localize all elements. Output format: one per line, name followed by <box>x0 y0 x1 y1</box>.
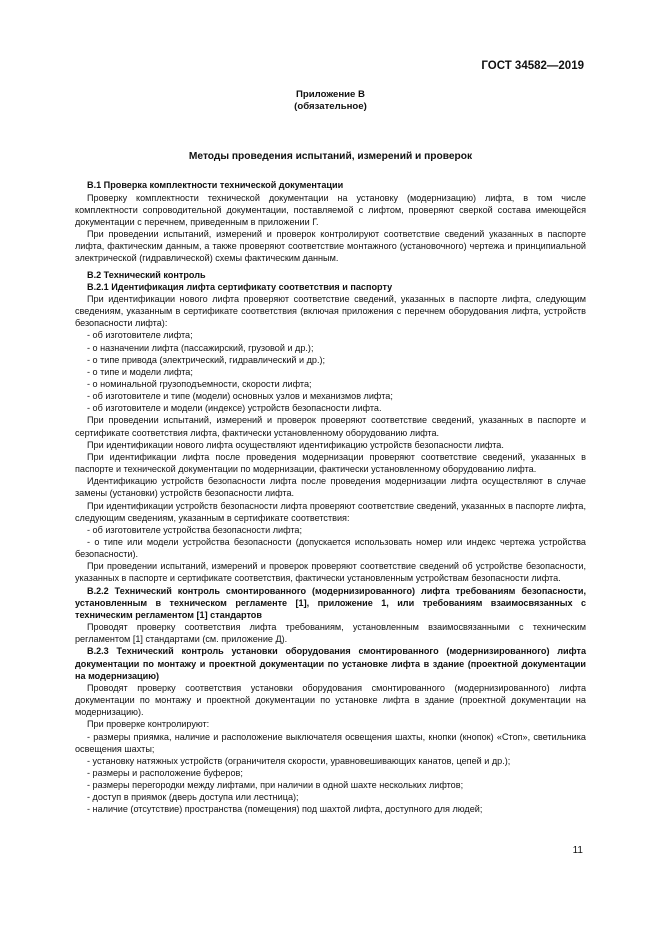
section-b21-paragraph: При идентификации нового лифта осуществляют идентификацию устройств безопасности лифта. <box>87 439 504 450</box>
section-b22-heading: В.2.2 Технический контроль смонтированного (модернизированного) лифта требованиям безопасности, установленным в техническом регламенте [1], приложение 1, или требованиям взаимосвязанных с техническим регламентом [1] стандартов <box>75 585 586 620</box>
section-b22-paragraph: Проводят проверку соответствия лифта требованиям, установленным взаимосвязанными с техническим регламентом [1] стандартами (см. приложение Д). <box>75 622 586 645</box>
list-item: - размеры приямка, наличие и расположение выключателя освещения шахты, кнопки (кнопок) «Стоп», светильника освещения шахты; <box>75 731 586 754</box>
section-b21-paragraph: При идентификации лифта после проведения модернизации проверяют соответствие сведений, указанных в паспорте и технической документации по модернизации, фактически установленному оборудованию лифта. <box>75 451 586 475</box>
annex-heading: Методы проведения испытаний, измерений и проверок <box>188 151 473 163</box>
section-b21-heading: В.2.1 Идентификация лифта сертификату соответствия и паспорту <box>87 281 393 292</box>
list-item: - об изготовителе и типе (модели) основных узлов и механизмов лифта; <box>87 391 393 402</box>
list-item: - о типе и модели лифта; <box>87 366 193 377</box>
section-b2-heading: В.2 Технический контроль <box>87 269 206 280</box>
annex-status: (обязательное) <box>294 101 367 113</box>
list-item: - установку натяжных устройств (ограничителя скорости, уравновешивающих канатов, цепей и др.); <box>87 755 511 766</box>
section-b1-paragraph: Проверку комплектности технической документации на установку (модернизацию) лифта, в том числе комплектности сопроводительной документации, поставляемой с лифтом, проверяют сверкой состава имеющейся документации с перечнем, приведенным в приложении Г. <box>75 192 586 227</box>
section-b21-paragraph: При идентификации нового лифта проверяют соответствие сведений, указанных в паспорте лифта, следующим сведениям, указанным в сертификате соответствия (включая приложения с перечнем оборудования лифта, устройств безопасности лифта): <box>75 293 586 329</box>
section-b21-paragraph: При проведении испытаний, измерений и проверок проверяют соответствие сведений, указанных в паспорте и сертификате соответствия лифта, фактически установленному оборудованию лифта. <box>75 415 586 438</box>
section-b21-paragraph: При идентификации устройств безопасности лифта проверяют соответствие сведений, указанных в паспорте лифта, следующим сведениям, указанным в сертификате соответствия: <box>75 500 586 523</box>
list-item: - об изготовителе и модели (индексе) устройств безопасности лифта. <box>87 403 382 414</box>
page-content <box>75 89 586 816</box>
page-number: 11 <box>572 845 583 856</box>
list-item: - о назначении лифта (пассажирский, грузовой и др.); <box>87 342 314 353</box>
list-item: - об изготовителе лифта; <box>87 330 193 341</box>
list-item: - о номинальной грузоподъемности, скорости лифта; <box>87 378 312 389</box>
list-item: - размеры и расположение буферов; <box>87 767 243 778</box>
section-b23-heading: В.2.3 Технический контроль установки оборудования смонтированного (модернизированного) лифта документации по монтажу и проектной документации по установке лифта в здание (проектной документации на модернизацию) <box>75 646 586 681</box>
section-b1-paragraph: При проведении испытаний, измерений и проверок контролируют соответствие сведений указанных в паспорте лифта, фактическим данным, а также проверяют соответствие монтажного (установочного) чертежа и принципиальной электрической (гидравлической) схемы фактическим данным. <box>75 229 586 264</box>
list-item: - наличие (отсутствие) пространства (помещения) под шахтой лифта, доступного для людей; <box>87 804 483 815</box>
annex-title: Приложение В <box>296 89 365 100</box>
section-b1-heading: В.1 Проверка комплектности технической документации <box>87 180 344 191</box>
list-item: - размеры перегородки между лифтами, при наличии в одной шахте нескольких лифтов; <box>87 780 464 791</box>
list-item: - об изготовителе устройства безопасности лифта; <box>87 524 303 535</box>
list-item: - о типе привода (электрический, гидравлический и др.); <box>87 354 326 365</box>
list-item: - доступ в приямок (дверь доступа или лестница); <box>87 792 299 803</box>
document-code: ГОСТ 34582—2019 <box>481 60 584 72</box>
list-item: - о типе или модели устройства безопасности (допускается использовать номер или индекс чертежа устройства безопасности). <box>75 537 586 560</box>
section-b21-paragraph: При проведении испытаний, измерений и проверок проверяют соответствие сведений об устройстве безопасности, указанных в паспорте и сертификате соответствия, фактически установленным устройствам безопасности лифта. <box>75 561 586 584</box>
section-b21-paragraph: Идентификацию устройств безопасности лифта после проведения модернизации лифта осуществляют в случае замены (установки) устройств безопасности лифта. <box>75 476 586 499</box>
section-b23-paragraph: При проверке контролируют: <box>87 719 210 730</box>
section-b23-paragraph: Проводят проверку соответствия установки оборудования смонтированного (модернизированного) лифта документации по монтажу и проектной документации по установке лифта в здание (проектной документации на модернизацию). <box>75 682 586 718</box>
